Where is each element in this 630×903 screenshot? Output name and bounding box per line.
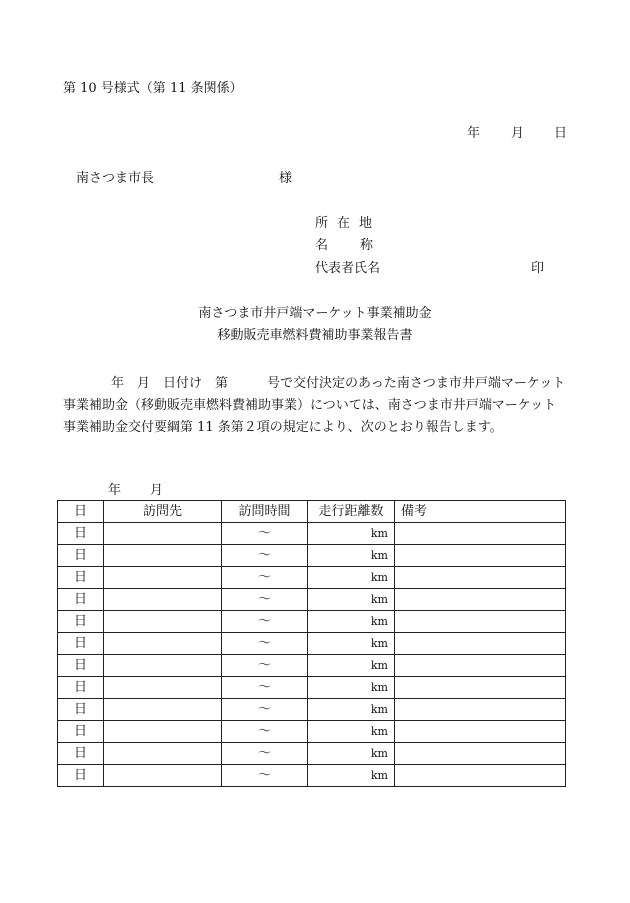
cell-day: 日 (58, 655, 104, 677)
cell-remarks[interactable] (395, 523, 566, 545)
table-row (58, 589, 566, 611)
header-day: 日 (58, 501, 104, 523)
cell-day: 日 (58, 743, 104, 765)
table-row (58, 721, 566, 743)
cell-destination[interactable] (104, 523, 222, 545)
document-title-line2: 移動販売車燃料費補助事業報告書 (217, 328, 413, 343)
document-title-line1: 南さつま市井戸端マーケット事業補助金 (198, 306, 432, 321)
cell-destination[interactable] (104, 699, 222, 721)
cell-visit-time[interactable]: ～ (222, 655, 308, 677)
cell-distance[interactable]: km (308, 567, 395, 589)
cell-distance[interactable]: km (308, 655, 395, 677)
cell-visit-time[interactable]: ～ (222, 765, 308, 787)
table-row (58, 633, 566, 655)
cell-distance[interactable]: km (308, 699, 395, 721)
table-row (58, 545, 566, 567)
cell-visit-time[interactable]: ～ (222, 589, 308, 611)
cell-day: 日 (58, 523, 104, 545)
cell-destination[interactable] (104, 589, 222, 611)
table-period-year: 年 (108, 483, 122, 498)
cell-remarks[interactable] (395, 633, 566, 655)
cell-distance[interactable]: km (308, 611, 395, 633)
cell-distance[interactable]: km (308, 545, 395, 567)
cell-day: 日 (58, 633, 104, 655)
cell-visit-time[interactable]: ～ (222, 743, 308, 765)
cell-day: 日 (58, 765, 104, 787)
cell-day: 日 (58, 567, 104, 589)
cell-visit-time[interactable]: ～ (222, 633, 308, 655)
cell-visit-time[interactable]: ～ (222, 545, 308, 567)
cell-distance[interactable]: km (308, 589, 395, 611)
cell-distance[interactable]: km (308, 523, 395, 545)
table-row (58, 567, 566, 589)
name-label: 名称 (315, 238, 406, 253)
cell-distance[interactable]: km (308, 633, 395, 655)
form-number: 第 10 号様式（第 11 条関係） (63, 81, 243, 96)
cell-remarks[interactable] (395, 545, 566, 567)
addressee-honorific: 様 (279, 171, 293, 186)
cell-distance[interactable]: km (308, 677, 395, 699)
cell-visit-time[interactable]: ～ (222, 567, 308, 589)
cell-remarks[interactable] (395, 655, 566, 677)
table-header-row (58, 501, 566, 523)
date-month-label: 月 (511, 126, 525, 141)
cell-day: 日 (58, 699, 104, 721)
cell-destination[interactable] (104, 633, 222, 655)
representative-label: 代表者氏名 (315, 261, 381, 276)
table-body (58, 523, 566, 787)
table-row (58, 699, 566, 721)
cell-visit-time[interactable]: ～ (222, 523, 308, 545)
cell-remarks[interactable] (395, 765, 566, 787)
table-row (58, 523, 566, 545)
header-remarks: 備考 (395, 501, 566, 523)
cell-remarks[interactable] (395, 677, 566, 699)
cell-visit-time[interactable]: ～ (222, 677, 308, 699)
cell-destination[interactable] (104, 677, 222, 699)
cell-remarks[interactable] (395, 567, 566, 589)
table-row (58, 655, 566, 677)
cell-remarks[interactable] (395, 589, 566, 611)
table-row (58, 611, 566, 633)
cell-destination[interactable] (104, 611, 222, 633)
date-day-label: 日 (554, 126, 568, 141)
cell-destination[interactable] (104, 765, 222, 787)
cell-day: 日 (58, 721, 104, 743)
header-destination: 訪問先 (104, 501, 222, 523)
report-body-text: 年 月 日付け 第 号で交付決定のあった南さつま市井戸端マーケット事業補助金（移動販売車燃料費補助事業）については、南さつま市井戸端マーケット事業補助金交付要綱第 11 条第２項の規定により、次のとおり報告します。 (63, 376, 566, 435)
cell-day: 日 (58, 611, 104, 633)
cell-visit-time[interactable]: ～ (222, 721, 308, 743)
date-year-label: 年 (467, 126, 481, 141)
cell-day: 日 (58, 589, 104, 611)
table-row (58, 677, 566, 699)
cell-distance[interactable]: km (308, 743, 395, 765)
visit-log-table (57, 500, 566, 787)
cell-visit-time[interactable]: ～ (222, 699, 308, 721)
cell-visit-time[interactable]: ～ (222, 611, 308, 633)
cell-distance[interactable]: km (308, 765, 395, 787)
cell-remarks[interactable] (395, 611, 566, 633)
cell-remarks[interactable] (395, 721, 566, 743)
cell-destination[interactable] (104, 567, 222, 589)
seal-mark: 印 (531, 261, 545, 276)
header-distance: 走行距離数 (308, 501, 395, 523)
cell-remarks[interactable] (395, 699, 566, 721)
table-period-month: 月 (150, 483, 164, 498)
cell-destination[interactable] (104, 655, 222, 677)
header-visit-time: 訪問時間 (222, 501, 308, 523)
cell-destination[interactable] (104, 721, 222, 743)
table-row (58, 743, 566, 765)
cell-day: 日 (58, 545, 104, 567)
cell-distance[interactable]: km (308, 721, 395, 743)
cell-day: 日 (58, 677, 104, 699)
table-row (58, 765, 566, 787)
cell-destination[interactable] (104, 743, 222, 765)
addressee-name: 南さつま市長 (76, 171, 155, 186)
cell-remarks[interactable] (395, 743, 566, 765)
address-label: 所在地 (315, 216, 382, 231)
cell-destination[interactable] (104, 545, 222, 567)
